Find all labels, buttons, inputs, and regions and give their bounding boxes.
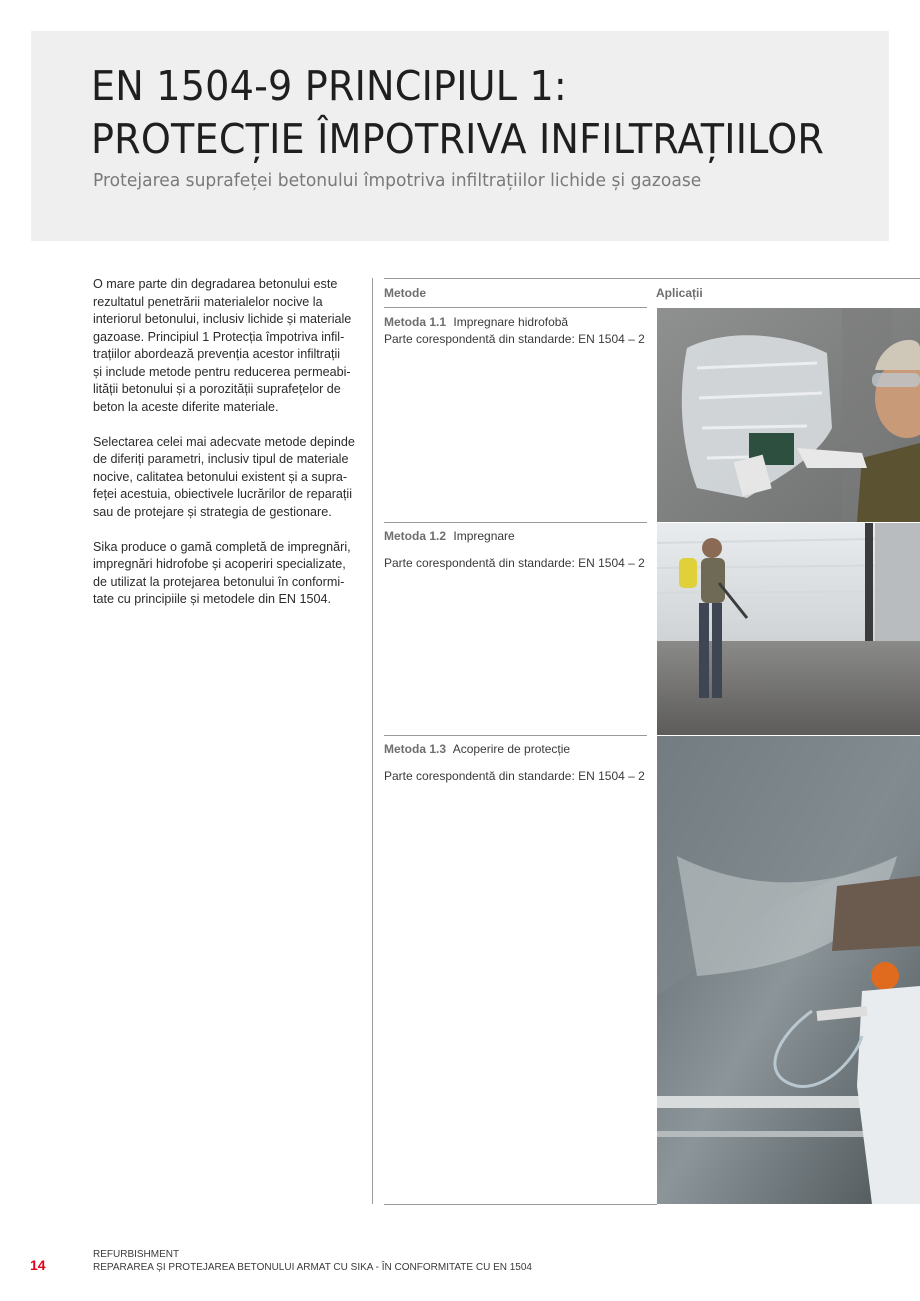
column-header-applications: Aplicații xyxy=(656,286,703,300)
photo-impregnation-floor xyxy=(657,523,920,735)
photo-protective-coating xyxy=(657,736,920,1204)
intro-paragraph-3: Sika produce o gamă completă de impregnări, impregnări hidrofobe și acoperiri specializate, de utilizat la protejarea betonului în conformi- tate cu principiile și metodele din EN 1504. xyxy=(93,539,351,606)
method-name: Impregnare xyxy=(453,529,515,543)
row-divider-1 xyxy=(384,522,647,523)
title-line-2: PROTECȚIE ÎMPOTRIVA INFILTRAȚIILOR xyxy=(91,115,825,163)
method-standard: Parte corespondentă din standarde: EN 1504 – 2 xyxy=(384,556,645,570)
photo-hydrophobic-impregnation xyxy=(657,308,920,522)
table-header-rule xyxy=(384,307,647,308)
footer xyxy=(93,1248,532,1274)
method-label: Metoda 1.3 xyxy=(384,742,447,756)
page-subtitle: Protejarea suprafeței betonului împotriva infiltrațiilor lichide și gazoase xyxy=(93,170,702,191)
page-number: 14 xyxy=(30,1257,46,1273)
column-divider xyxy=(372,278,373,1204)
table-top-rule xyxy=(384,278,920,279)
method-row-1 xyxy=(384,314,646,348)
method-name: Acoperire de protecție xyxy=(452,742,571,756)
method-label: Metoda 1.1 xyxy=(384,315,447,329)
method-row-2 xyxy=(384,528,646,572)
method-row-3 xyxy=(384,741,646,785)
intro-text xyxy=(93,276,368,626)
method-label: Metoda 1.2 xyxy=(384,529,447,543)
page-title xyxy=(91,60,824,166)
intro-paragraph-1: O mare parte din degradarea betonului este rezultatul penetrării materialelor nocive la interiorul betonului, inclusiv lichide și materiale gazoase. Principiul 1 Protecția împotriva infil- trațiilor abordează prevenția acestor infiltrații și include metode pentru reducerea permeabi- lității betonului și a porozității suprafețelor de beton la aceste diferite materiale. xyxy=(93,277,352,414)
row-divider-2 xyxy=(384,735,647,736)
method-standard: Parte corespondentă din standarde: EN 1504 – 2 xyxy=(384,769,645,783)
method-name: Impregnare hidrofobă xyxy=(453,315,569,329)
footer-line-1: REFURBISHMENT xyxy=(93,1249,180,1260)
method-standard: Parte corespondentă din standarde: EN 1504 – 2 xyxy=(384,332,645,346)
footer-line-2: REPARAREA ȘI PROTEJAREA BETONULUI ARMAT CU SIKA - ÎN CONFORMITATE CU EN 1504 xyxy=(93,1262,532,1273)
intro-paragraph-2: Selectarea celei mai adecvate metode depinde de diferiți parametri, inclusiv tipul de materiale nocive, calitatea betonului existent și a supra- feței acestuia, obiectivele lucrărilor de reparații sau de protejare și strategia de gestionare. xyxy=(93,434,355,519)
title-line-1: EN 1504-9 PRINCIPIUL 1: xyxy=(91,62,567,110)
column-header-methods: Metode xyxy=(384,286,426,300)
table-bottom-rule xyxy=(384,1204,657,1205)
